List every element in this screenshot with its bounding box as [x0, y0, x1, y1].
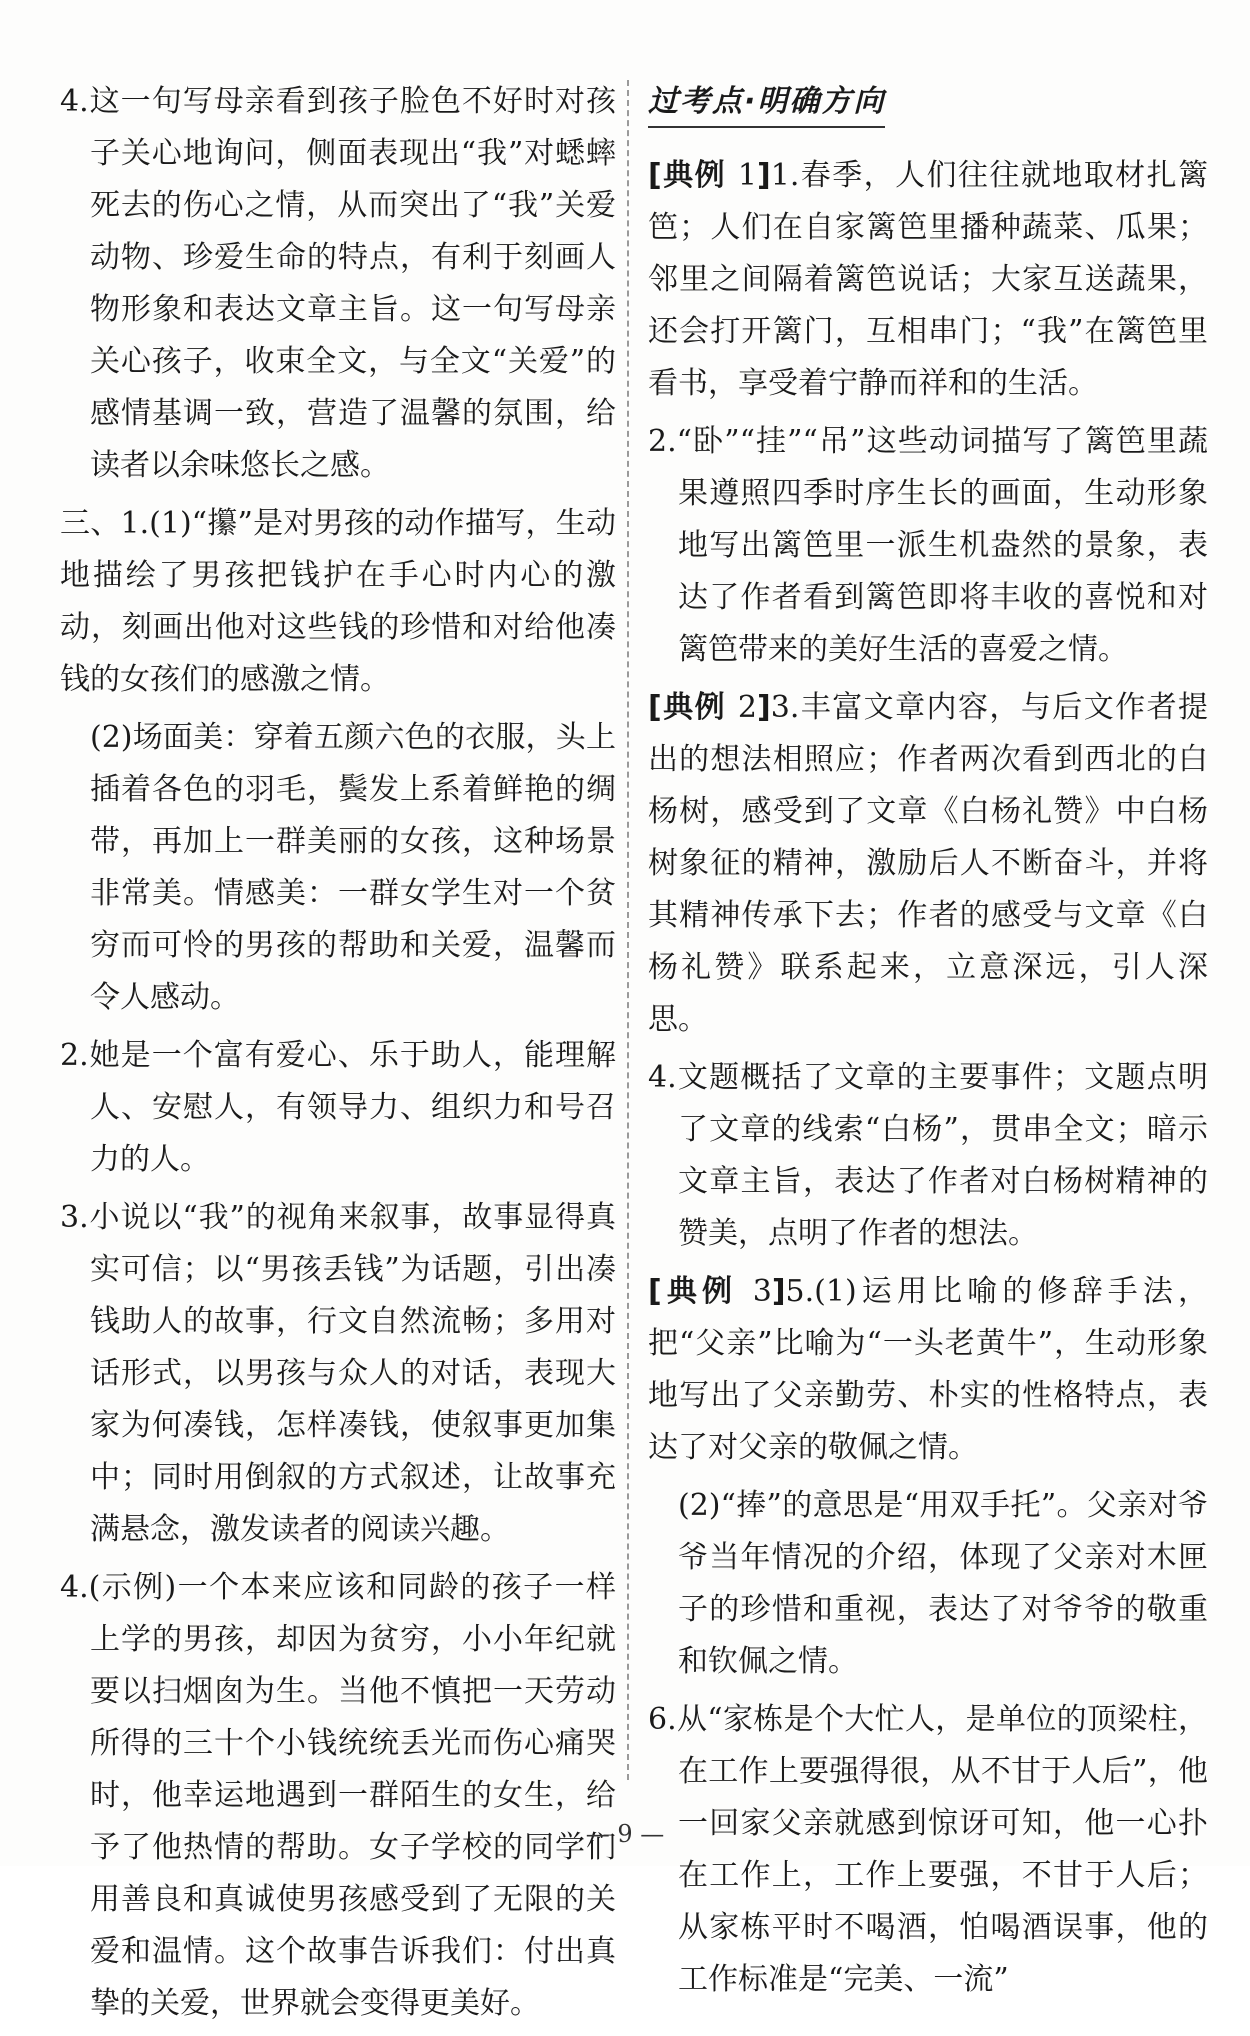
- answer-item: 4.(示例)一个本来应该和同龄的孩子一样上学的男孩，却因为贫穷，小小年纪就要以扫烟囱为生。当他不慎把一天劳动所得的三十个小钱统统丢光而伤心痛哭时，他幸运地遇到一群陌生的女生，给予了他热情的帮助。女子学校的同学们用善良和真诚使男孩感受到了无限的关爱和温情。这个故事告诉我们：付出真挚的关爱，世界就会变得更美好。: [60, 1570, 616, 2021]
- answer-item: 1.春季，人们往往就地取材扎篱笆；人们在自家篱笆里播种蔬菜、瓜果；邻里之间隔着篱笆说话；大家互送蔬果，还会打开篱门，互相串门；“我”在篱笆里看书，享受着宁静而祥和的生活。: [648, 158, 1209, 401]
- answer-item: 2.她是一个富有爱心、乐于助人，能理解人、安慰人，有领导力、组织力和号召力的人。: [60, 1038, 616, 1177]
- left-column: [60, 76, 616, 2036]
- page-number: — 9 —: [585, 1820, 665, 1848]
- section-title: 过考点·明确方向: [648, 82, 885, 128]
- answer-item: 3.小说以“我”的视角来叙事，故事显得真实可信；以“男孩丢钱”为话题，引出凑钱助人的故事，行文自然流畅；多用对话形式，以男孩与众人的对话，表现大家为何凑钱，怎样凑钱，使叙事更加集中；同时用倒叙的方式叙述，让故事充满悬念，激发读者的阅读兴趣。: [60, 1200, 616, 1547]
- answer-subitem: (2)场面美：穿着五颜六色的衣服，头上插着各色的羽毛，鬓发上系着鲜艳的绸带，再加上一群美丽的女孩，这种场景非常美。情感美：一群女学生对一个贫穷而可怜的男孩的帮助和关爱，温馨而令人感动。: [90, 720, 616, 1015]
- example-block-1: [648, 150, 1208, 410]
- column-divider: [627, 80, 629, 1780]
- answer-item: 6.从“家栋是个大忙人，是单位的顶梁柱，在工作上要强得很，从不甘于人后”，他一回家父亲就感到惊讶可知，他一心扑在工作上，工作上要强，不甘于人后；从家栋平时不喝酒，怕喝酒误事，他的工作标准是“完美、一流”: [648, 1702, 1208, 1997]
- example-label: [典例 2]: [648, 690, 771, 725]
- answer-item: 3.丰富文章内容，与后文作者提出的想法相照应；作者两次看到西北的白杨树，感受到了文章《白杨礼赞》中白杨树象征的精神，激励后人不断奋斗，并将其精神传承下去；作者的感受与文章《白杨礼赞》联系起来，立意深远，引人深思。: [648, 690, 1209, 1037]
- answer-subitem: (2)“捧”的意思是“用双手托”。父亲对爷爷当年情况的介绍，体现了父亲对木匣子的珍惜和重视，表达了对爷爷的敬重和钦佩之情。: [678, 1488, 1208, 1679]
- example-label: [典例 3]: [648, 1274, 786, 1309]
- right-column: [648, 76, 1208, 2012]
- answer-item: 4.文题概括了文章的主要事件；文题点明了文章的线索“白杨”，贯串全文；暗示文章主旨，表达了作者对白杨树精神的赞美，点明了作者的想法。: [648, 1060, 1208, 1251]
- answer-item: 4.这一句写母亲看到孩子脸色不好时对孩子关心地询问，侧面表现出“我”对蟋蟀死去的伤心之情，从而突出了“我”关爱动物、珍爱生命的特点，有利于刻画人物形象和表达文章主旨。这一句写母亲关心孩子，收束全文，与全文“关爱”的感情基调一致，营造了温馨的氛围，给读者以余味悠长之感。: [60, 84, 616, 483]
- example-block-2: [648, 682, 1208, 1046]
- example-block-3: [648, 1266, 1208, 1474]
- answer-item: 2.“卧”“挂”“吊”这些动词描写了篱笆里蔬果遵照四季时序生长的画面，生动形象地写出篱笆里一派生机盎然的景象，表达了作者看到篱笆即将丰收的喜悦和对篱笆带来的美好生活的喜爱之情。: [648, 424, 1208, 667]
- answer-item: 5.(1)运用比喻的修辞手法，把“父亲”比喻为“一头老黄牛”，生动形象地写出了父亲勤劳、朴实的性格特点，表达了对父亲的敬佩之情。: [648, 1274, 1208, 1465]
- answer-item: 三、1.(1)“攥”是对男孩的动作描写，生动地描绘了男孩把钱护在手心时内心的激动，刻画出他对这些钱的珍惜和对给他凑钱的女孩们的感激之情。: [60, 506, 616, 697]
- example-label: [典例 1]: [648, 158, 771, 193]
